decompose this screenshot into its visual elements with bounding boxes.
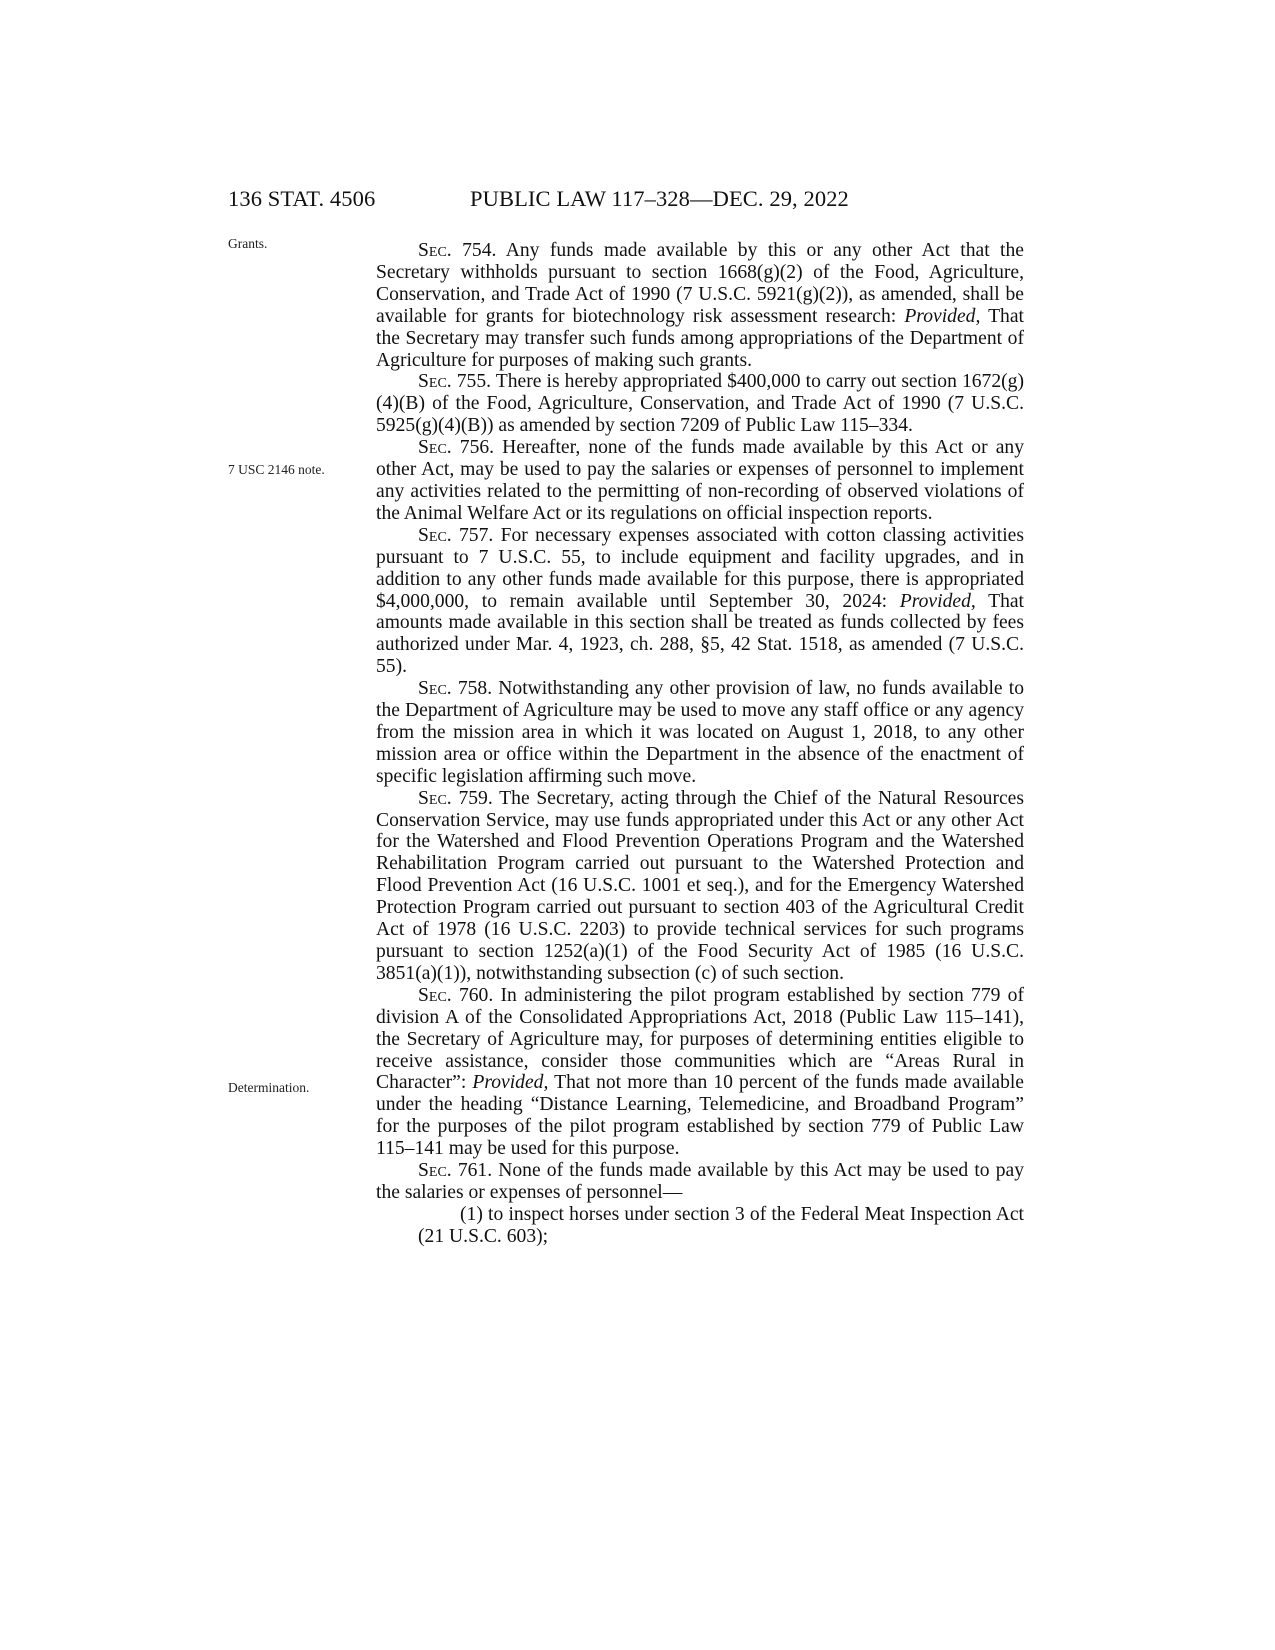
document-body	[376, 240, 1024, 1248]
section-text: For necessary expenses associated with cotton classing activities pursuant to 7 U.S.C. 55, to include equipment and facility upgrades, and in addition to any other funds made available for this purpose, there is appropriated $4,000,000, to remain available until September 30, 2024:	[376, 524, 1024, 612]
section-label: Sec	[418, 678, 447, 700]
section-label: Sec	[418, 1160, 447, 1182]
section-text: Any funds made available by this or any other Act that the Secretary withholds pursuant to section 1668(g)(2) of the Food, Agriculture, Conservation, and Trade Act of 1990 (7 U.S.C. 5921(g)(2)), as amended, shall be available for grants for biotechnology risk assessment research:	[376, 240, 1024, 327]
stat-page-number: 136 STAT. 4506	[228, 186, 376, 211]
margin-note-determination: Determination.	[228, 1080, 310, 1095]
margin-note-usc: 7 USC 2146 note.	[228, 462, 325, 477]
section-756	[376, 437, 1024, 525]
section-761-item-1: (1) to inspect horses under section 3 of the Federal Meat Inspection Act (21 U.S.C. 603);	[418, 1203, 1024, 1247]
section-755	[376, 371, 1024, 437]
section-757	[376, 525, 1024, 678]
section-758	[376, 678, 1024, 788]
section-text: Notwithstanding any other provision of law, no funds available to the Department of Agriculture may be used to move any staff office or any agency from the mission area in which it was located on August 1, 2018, to any other mission area or office within the Department in the absence of the enactment of specific legislation affirming such move.	[376, 678, 1024, 787]
provided-term: Provided,	[904, 305, 981, 327]
section-text: That not more than 10 percent of the funds made available under the heading “Distance Learning, Telemedicine, and Broadband Program” for the purposes of the pilot program established by section 779 of Public Law 115–141 may be used for this purpose.	[376, 1072, 1025, 1160]
section-number: . 761.	[446, 1160, 493, 1182]
section-754	[376, 240, 1024, 371]
section-label: Sec	[418, 984, 447, 1006]
section-761	[376, 1160, 1024, 1204]
section-text: Hereafter, none of the funds made available by this Act or any other Act, may be used to pay the salaries or expenses of personnel to implement any activities related to the permitting of non-recording of observed violations of the Animal Welfare Act or its regulations on official inspection reports.	[376, 437, 1024, 524]
section-text: There is hereby appropriated $400,000 to carry out section 1672(g)(4)(B) of the Food, Agriculture, Conservation, and Trade Act of 1990 (7 U.S.C. 5925(g)(4)(B)) as amended by section 7209 of Public Law 115–334.	[376, 371, 1024, 437]
section-number: . 755.	[446, 371, 492, 393]
section-number: . 758.	[446, 678, 493, 700]
section-759	[376, 788, 1024, 985]
section-text: That amounts made available in this section shall be treated as funds collected by fees authorized under Mar. 4, 1923, ch. 288, §5, 42 Stat. 1518, as amended (7 U.S.C. 55).	[376, 590, 1025, 678]
provided-term: Provided,	[899, 590, 976, 612]
section-number: . 759.	[446, 787, 493, 809]
section-number: . 757.	[446, 524, 494, 546]
section-label: Sec	[418, 524, 447, 546]
section-label: Sec	[418, 437, 447, 459]
law-title: PUBLIC LAW 117–328—DEC. 29, 2022	[470, 186, 849, 211]
section-label: Sec	[418, 240, 447, 261]
section-text: None of the funds made available by this Act may be used to pay the salaries or expenses of personnel—	[376, 1160, 1024, 1203]
section-number: . 754.	[446, 240, 497, 261]
section-label: Sec	[418, 371, 447, 393]
section-text: In administering the pilot program established by section 779 of division A of the Consolidated Appropriations Act, 2018 (Public Law 115–141), the Secretary of Agriculture may, for purposes of determining entities eligible to receive assistance, consider those communities which are “Areas Rural in Character”:	[376, 984, 1024, 1094]
section-760	[376, 985, 1024, 1160]
section-text: The Secretary, acting through the Chief of the Natural Resources Conservation Service, may use funds appropriated under this Act or any other Act for the Watershed and Flood Prevention Operations Program and the Watershed Rehabilitation Program carried out pursuant to the Watershed Protection and Flood Prevention Act (16 U.S.C. 1001 et seq.), and for the Emergency Watershed Protection Program carried out pursuant to section 403 of the Agricultural Credit Act of 1978 (16 U.S.C. 2203) to provide technical services for such programs pursuant to section 1252(a)(1) of the Food Security Act of 1985 (16 U.S.C. 3851(a)(1)), notwithstanding subsection (c) of such section.	[376, 787, 1025, 984]
provided-term: Provided,	[472, 1072, 549, 1094]
section-number: . 760.	[446, 984, 494, 1006]
section-number: . 756.	[446, 437, 495, 459]
section-text: That the Secretary may transfer such funds among appropriations of the Department of Agriculture for purposes of making such grants.	[376, 305, 1024, 371]
margin-note-grants: Grants.	[228, 236, 268, 251]
section-label: Sec	[418, 787, 447, 809]
